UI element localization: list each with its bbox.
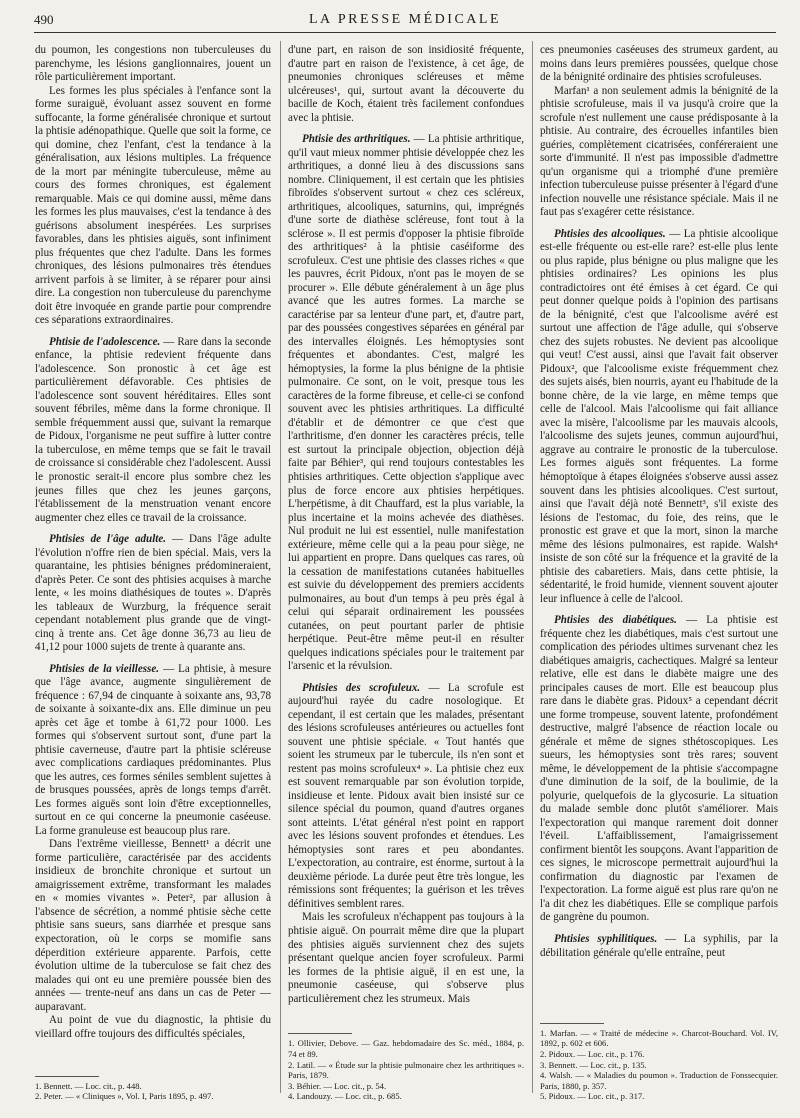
paragraph: Les formes les plus spéciales à l'enfance sont la forme suraiguë, évoluant assez souvent en forme suffocante, la forme généralisée chronique et surtout la phtisie adénopathique. Quelle que soit la forme, ce qui domine, chez l'enfant, c'est la tendance à la généralisation, aux lésions multiples. La fréquence de la mort par méningite tuberculeuse, même au cours des formes chroniques, est également remarquable. Mais ce qui domine aussi, même dans les formes les plus mauvaises, c'est la tendance à des guérisons absolument inespérées. Les surprises favorables, dans les phtisies aiguës, sont infiniment plus fréquentes que chez l'adulte. Dans les formes chroniques, des lésions pulmonaires très étendues arrivent parfois à se limiter, à se réparer pour ainsi dire. La congestion non tuberculeuse du parenchyme doit être invoquée en grande partie pour comprendre ces séparations extraordinaires. [35,84,271,327]
footnote: 1. Bennett. — Loc. cit., p. 448. [35,1080,142,1091]
footnotes [288,1025,524,1102]
section-heading: Phtisies des diabétiques. [554,614,677,627]
footnotes [540,1015,778,1102]
column-divider [280,41,281,1093]
footnote: 2. Peter. — « Cliniques », Vol. I, Paris 1895, p. 497. [35,1091,214,1102]
section-text: — Dans l'âge adulte l'évolution n'offre rien de bien spécial. Mais, vers la quarantaine, les phtisies bénignes prédomineraient, d'après Peter. Ce sont des phtisies acquises à marche lente, « les moins diathésiques de toutes ». D'après les tableaux de Wurzburg, la fréquence serait cependant notablement plus grande que de vingt-cinq à trente ans. Cet âge donne 36,73 au lieu de 41,12 pour 1000 sujets de trente à quarante ans. [35,533,271,654]
section-heading: Phtisies de l'âge adulte. [49,533,166,546]
column-left [35,44,271,1102]
footnote: 2. Latil. — « Étude sur la phtisie pulmonaire chez les arthritiques ». Paris, 1879. [288,1059,524,1081]
footnote: 3. Bennett. — Loc. cit., p. 135. [540,1059,647,1070]
section-text: — La phtisie arthritique, qu'il vaut mieux nommer phtisie développée chez les arthritiques, a donné lieu à des discussions sans nombre. Cliniquement, il est certain que les phtisies fibroïdes s'observent surtout « chez ces scléreux, arthritiques, alcooliques, saturnins, qui, imprégnés d'une sorte de diathèse scléreuse, font tout à la sclérose ». Il est permis d'opposer la phtisie fibroïde des arthritiques² à la phtisie caséiforme des scrofuleux. C'est une phtisie des classes riches « que les pauvres, écrit Pidoux, n'ont pas le moyen de se procurer ». Elle débute généralement à un âge plus avancé que les autres formes. La marche se caractérise par sa lenteur d'une part, et, d'autre part, par des poussées congestives séparées en général par des intervalles éloignés. Les hémoptysies sont fréquentes et abondantes. C'est, malgré les hémoptysies, la forme la plus bénigne de la phtisie pulmonaire. Ce sont, on le voit, presque tous les caractères de la forme fibreuse, et celle-ci se confond souvent avec les phtisies arthritiques. La difficulté d'établir et de démontrer ce que c'est que l'arthritisme, d'en donner les caractères précis, telle est surtout la principale objection, objection déjà faite par Béhier³, qui rend toujours contestables les phtisies arthritiques. Cette objection s'applique avec plus de force encore aux phtisies herpétiques. L'herpétisme, à dit Chauffard, est la plus variable, la plus incertaine et la moins achevée des diathèses. Nul produit ne lui est essentiel, nulle manifestation extérieure, même celle qui a la peau pour siège, ne lui appartient en propre. Dans quelques cas rares, où la cessation de manifestations cutanées habituelles est suivie du développement des premiers accidents pulmonaires, au bout d'un temps à peu près égal à celui qui séparait ordinairement les poussées cutanées, on peut pourtant parler de phtisie herpétique. Peut-être même peut-il en résulter quelques indications spéciales pour le traitement par l'arsenic et la révulsion. [288,133,524,673]
column-divider [532,41,533,1093]
section-heading: Phtisies des alcooliques. [554,227,666,240]
section-text: — Rare dans la seconde enfance, la phtisie redevient fréquente dans l'adolescence. Son pronostic à cet âge est particulièrement défavorable. Ces phtisies de l'adolescence sont souvent héréditaires. Elles sont souvent fébriles, même dans la forme chronique. Il semble fréquemment aussi que, suivant la remarque de Pidoux, l'organisme ne peut suffire à lutter contre la tuberculose, en même temps que se fait le travail de croissance si considérable chez l'adolescent. Aussi le pronostic serait-il encore plus sombre chez les jeunes filles que chez les jeunes garçons, l'établissement de la menstruation venant encore augmenter chez elles ce travail de la croissance. [35,335,271,524]
footnote: 5. Pidoux. — Loc. cit., p. 317. [540,1091,645,1102]
section-alcoholics [540,228,778,606]
section-adult-age [35,533,271,655]
paragraph: Au point de vue du diagnostic, la phtisie du vieillard offre toujours des difficultés spéciales, [35,1014,271,1040]
footnote: 3. Béhier. — Loc. cit., p. 54. [288,1080,387,1091]
section-old-age [35,663,271,839]
section-arthritic [288,133,524,674]
column-right [540,44,778,1102]
section-text: — La syphilis, par la débilitation générale qu'elle entraîne, peut [540,933,778,959]
journal-title: LA PRESSE MÉDICALE [308,12,501,27]
paragraph: Dans l'extrême vieillesse, Bennett¹ a décrit une forme particulière, caractérisée par des accidents insidieux de bronchite chronique et surtout un amaigrissement extrême, transformant les malades en « momies vivantes ». Peter², par allusion à l'absence de sécrétion, a nommé phtisie sèche cette phtisie sans sueurs, sans diarrhée et presque sans expectoration, où le corps se momifie sans déperdition extérieure apparente. Parfois, cette évolution ultime de la tuberculose se fait chez des malades qui ont eu une première poussée bien des années — trente-neuf ans dans un cas de Peter — auparavant. [35,838,271,1013]
section-diabetics [540,614,778,925]
section-heading: Phtisie de l'adolescence. [49,335,161,348]
section-heading: Phtisies des scrofuleux. [302,681,421,694]
section-text: — La phtisie est fréquente chez les diabétiques, mais c'est surtout une complication des périodes ultimes survenant chez les diabétiques amaigris, cachectiques. Malgré sa lenteur relative, elle est dans le diabète maigre une des principales causes de mort. Elle est beaucoup plus rare dans le diabète gras. Pidoux⁵ a cependant décrit une forme trompeuse, souvent latente, profondément destructive, malgré l'absence de réaction locale ou générale et même de signes sthétoscopiques. Les sueurs, les hémoptysies sont très rares; souvent même, le développement de la phtisie s'accompagne d'une diminution de la soif, de la boulimie, de la polyurie, quelquefois de la glycosurie. La situation du malade semble donc plutôt s'améliorer. Mais l'expectoration qui manque rarement doit donner l'éveil. L'affaiblissement, l'amaigrissement confirment bientôt les soupçons. Avant l'apparition de ces signes, le microscope permettrait aujourd'hui la confirmation du diagnostic par l'examen de l'expectoration. La forme aiguë est plus rare qu'on ne l'a dit chez les diabétiques. Elle se complique parfois de gangrène du poumon. [540,614,778,924]
section-scrofulous [288,682,524,912]
section-text: — La phtisie, à mesure que l'âge avance, augmente singulièrement de fréquence : 67,94 de cinquante à soixante ans, 93,78 de soixante à soixante-dix ans. Elle diminue un peu après cet âge et tombe à 61,72 pour 1000. Les formes qui s'observent surtout sont, d'une part la phtisie caverneuse, d'autre part la phtisie scléreuse avec complications cardiaques prédominantes. Plus que les autres, ces formes séniles semblent sujettes à de brusques poussées, après de longs temps d'arrêt. Les formes aiguës sont loin d'être exceptionnelles, surtout en ce qui concerne la pneumonie caséeuse. La forme granuleuse est beaucoup plus rare. [35,662,271,837]
paragraph: Marfan¹ a non seulement admis la bénignité de la phtisie scrofuleuse, mais il va jusqu'à croire que la scrofule n'est nullement une cause prédisposante à la phtisie. Au contraire, des écrouelles infantiles bien guéries, complètement cicatrisées, conféreraient une sorte d'immunité. Il n'est pas impossible d'admettre qu'un organisme qui a triomphé d'une première infection tuberculeuse puisse présenter à l'égard d'une infection nouvelle une résistance spéciale. Mais il ne faut pas s'exagérer cette résistance. [540,84,778,219]
section-heading: Phtisies syphilitiques. [554,933,658,945]
footnotes [35,1068,271,1102]
footnote: 2. Pidoux. — Loc. cit., p. 176. [540,1049,645,1060]
section-syphilitic [540,933,778,960]
footnote: 4. Walsh. — « Maladies du poumon ». Traduction de Fonssecquier. Paris, 1880, p. 357. [540,1070,778,1091]
paragraph: ces pneumonies caséeuses des strumeux gardent, au moins dans leurs premières poussées, quelque chose de la bénignité ordinaire des phtisies scrofuleuses. [540,44,778,84]
page-number: 490 [34,12,54,27]
section-heading: Phtisies de la vieillesse. [49,662,160,675]
column-middle [288,44,524,1102]
section-heading: Phtisie des arthritiques. [302,133,411,146]
footnote: 1. Marfan. — « Traité de médecine ». Charcot-Bouchard. Vol. IV, 1892, p. 602 et 606. [540,1027,778,1049]
footnote: 4. Landouzy. — Loc. cit., p. 685. [288,1091,402,1102]
section-text: — La phtisie alcoolique est-elle fréquente ou est-elle rare? est-elle plus lente ou plus rapide, plus bénigne ou plus maligne que les phtisies ordinaires? Les opinions les plus contradictoires ont été émises à cet égard. Ce qui peut donner quelque poids à l'opinion des partisans de la bénignité, c'est que l'alcoolisme avéré est surtout une affection de l'âge adulle, qui s'observe chez des sujets robustes. Ne devient pas alcoolique qui veut! C'est aussi, ainsi que l'avait fait observer Pidoux², que l'alcoolisme existe fréquemment chez des sujets aisés, bien nourris, ayant eu l'habitude de la bonne chère, de la vie large, en même temps que celle de l'alcool. Mais l'alcoolisme qui fait alliance avec la misère, l'alcoolisme par les mauvais alcools, l'alcoolisme des sujets jeunes, commun aujourd'hui, aggrave au contraire le pronostic de la tuberculose. Les formes aiguës sont fréquentes. La forme hémoptoïque à étapes éloignées s'observe aussi assez souvent dans les phtisies alcooliques. C'est surtout, ainsi que l'avait déjà noté Bennett³, s'il existe des lésions de l'estomac, du foie, des reins, que le pronostic est grave et que la mort, sinon la marche même des lésions pulmonaires, est rapide. Walsh⁴ insiste de son côté sur la fréquence et la gravité de la phtisie des cabaretiers. Mais, dans cette phtisie, la sédentarité, le froid humide, viennent souvent ajouter leur influence à celle de l'alcool. [540,227,778,605]
section-text: — La scrofule est aujourd'hui rayée du cadre nosologique. Et cependant, il est certain que les malades, présentant des lésions scrofuleuses antérieures ou actuelles font souvent une phtisie spéciale. « Tout hantés que soient les strumeux par le tubercule, ils n'en sont et restent pas moins scrofuleux⁴ ». La phtisie chez eux est souvent remarquable par son évolution torpide, insidieuse et lente. Pidoux avait bien insisté sur ce silence spécial du poumon, quand d'autres organes sont atteints. L'état général n'est point en rapport avec les lésions souvent profondes et étendues. Les hémoptysies sont rares et peu abondantes. L'expectoration, au contraire, est énorme, surtout à la deuxième période. La durée peut être très longue, les rémissions sont fréquentes; la guérison et les trêves définitives semblent rares. [288,681,524,910]
footnote: 1. Ollivier, Debove. — Gaz. hebdomadaire des Sc. méd., 1884, p. 74 et 89. [288,1038,524,1060]
page-header [34,6,776,33]
paragraph: du poumon, les congestions non tuberculeuses du parenchyme, les lésions ganglionnaires, jouent un rôle particulièrement important. [35,44,271,84]
paragraph: Mais les scrofuleux n'échappent pas toujours à la phtisie aiguë. On pourrait même dire que la plupart des phtisies aiguës surviennent chez des sujets présentant quelque ancien foyer scrofuleux. Parmi les formes de la phtisie aiguë, il en est une, la pneumonie caséeuse, qui s'observe plus particulièrement chez les strumeux. Mais [288,911,524,1005]
paragraph: d'une part, en raison de son insidiosité fréquente, d'autre part en raison de l'existence, à cet âge, de pneumonies chroniques scléreuses et même ulcéreuses¹, qui, surtout avant la découverte du bacille de Koch, étaient très facilement confondues avec la phtisie. [288,44,524,124]
section-adolescence [35,336,271,525]
